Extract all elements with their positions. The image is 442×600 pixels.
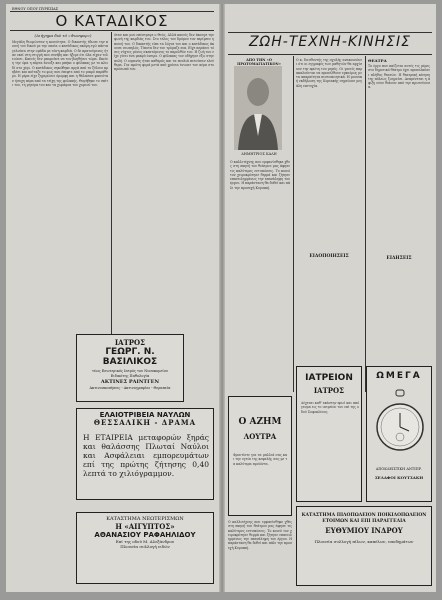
azim-ad-baths: ΛΟΥΤΡΑ — [243, 432, 277, 441]
portrait-image — [234, 66, 282, 150]
transport-ad — [76, 408, 214, 500]
omega-ad — [366, 366, 432, 502]
page-gutter — [219, 4, 225, 592]
pocket-watch-icon — [375, 389, 425, 455]
azim-ad-text: Φροντίστε για τα μαλλιά σας και την υγεία της κεφαλής σας με τα καλύτερα προϊόντα. — [233, 453, 287, 466]
aigyptos-ad-address: Επί της οδού Μ. Αλεξάνδρου — [115, 539, 175, 544]
doctor-ad-name: ΓΕΩΡΓ. Ν. ΒΑΣΙΛΙΚΟΣ — [102, 347, 158, 367]
iatreion-ad-heading: ΙΑΤΡΕΙΟΝ — [305, 373, 353, 383]
doctor-ad — [76, 334, 184, 402]
doctor-ad-line6: Ακτινοσκοπήσεις - Ακτινογραφίαι - Θεραπεία — [89, 386, 171, 390]
aigyptos-ad — [76, 512, 214, 584]
story-subtitle: (Διήγημα διά τό «Φωσφορ») — [34, 33, 92, 38]
transport-ad-text: Η ΕΤΑΙΡΕΙΑ μεταφορών ξηράς και θαλάσσης Πλωταί Ναύλοι και Ασφάλειαι εμπορευμάτων επί της πρώτης ζήτησης 0,40 λεπτά το χιλιόγραμμον. — [83, 433, 209, 478]
aigyptos-ad-text: Πλουσία συλλογή ειδών — [120, 544, 170, 549]
transport-ad-heading: ΕΛΑΙΟΤΡΙΒΕΙΑ ΝΑΥΛΩΝ — [99, 411, 191, 419]
doctor-ad-line3: τέως Εσωτερικός Ιατρός του Νοσοκομείου — [92, 369, 168, 373]
news-heading: ΕΙΔΗΣΕΙΣ — [386, 256, 412, 261]
right-column-1: Ο καλλιτέχνης που εμφανίσθηκε χθες στη σκηνή του θεάτρου μας άφησε τις καλύτερες εντυπώσεις. Το κοινό τον χειροκρότησε θερμά και ζήτησε επανειλημμένως την επανάληψη του έργου. Η παράσταση θα δοθεί και πάλι την προσεχή Κυριακή. — [230, 160, 290, 190]
hat-shop-ad-subheading: ΕΤΟΙΜΩΝ ΚΑΙ ΕΠΙ ΠΑΡΑΓΓΕΛΙΑ — [322, 519, 406, 524]
right-filler-text: Ο καλλιτέχνης που εμφανίσθηκε χθες στη σκηνή του θεάτρου μας άφησε τις καλύτερες εντυπώσεις. Το κοινό τον χειροκρότησε θερμά και ζήτησε επανειλημμένως την επανάληψη του έργου. Η παράσταση θα δοθεί και πάλι την προσεχή Κυριακή. — [228, 520, 292, 550]
aigyptos-ad-heading: ΚΑΤΑΣΤΗΜΑ ΝΕΩΤΕΡΙΣΜΩΝ — [106, 516, 184, 522]
iatreion-ad — [296, 366, 362, 502]
aigyptos-ad-owner: ΑΘΑΝΑΣΙΟΥ ΡΑΦΑΗΛΙΔΟΥ — [94, 531, 196, 539]
hat-shop-ad-text: Πλουσία συλλογή πίλων, καπέλων, υποδημάτων — [314, 539, 414, 544]
newspaper-page — [6, 4, 436, 592]
right-column-3: Το έργο που παίζεται αυτές τις μέρες στο δημοτικό θέατρο έχει προσελκύσει πλήθος θεατών. Η θεατρική κίνηση της πόλεως ζωηρεύει. Αναμένεται η άφιξη νέου θιάσου από την πρωτεύουσα. — [368, 64, 430, 90]
iatreion-ad-text: Δέχεται καθ' εκάστην πρωί και απόγευμα εις το ιατρείον του επί της οδού Σοφοκλέους. — [301, 401, 359, 414]
right-column-2: Ο κ. διευθυντής της σχολής ανακοινώνει ότι οι εγγραφές των μαθητών θα αρχίσουν την πρώτη του μηνός. Οι γονείς παρακαλούνται να προσέλθουν εγκαίρως με τα απαραίτητα πιστοποιητικά. Η μουσική εκδήλωση της Κυριακής σημείωσε μεγάλη επιτυχία. — [296, 58, 362, 88]
omega-ad-dealer: ΣΕΛΑΦΟΙ ΚΟΥΤΣΑΚΗ — [374, 475, 424, 480]
hat-shop-ad-heading: ΚΑΤΑΣΤΗΜΑ ΠΙΛΟΠΩΛΕΙΟΝ ΠΟΙΚΙΛΟΠΩΛΕΙΟΝ — [301, 513, 427, 518]
left-kicker: ΕΘΝΟΥ ΟΠΟΥ ΠΥΡΕΣΙΑΣ — [12, 7, 59, 11]
theatres-heading: ΘΕΑΤΡΑ — [368, 58, 387, 63]
iatreion-ad-doctor: ΙΑΤΡΟΣ — [313, 386, 345, 395]
portrait-photo — [234, 66, 282, 150]
doctor-ad-xray: ΑΚΤΙΝΕΣ ΡΑΙΝΤΓΕΝ — [100, 379, 160, 385]
hat-shop-ad-owner: ΕΥΘΥΜΙΟΥ ΙΝΔΡΟΥ — [325, 526, 403, 535]
aigyptos-ad-name: Η «ΑΙΓΥΠΤΟΣ» — [115, 522, 175, 531]
hat-shop-ad — [296, 506, 432, 586]
doctor-ad-line4: Ειδικότης Παθολογία — [110, 374, 150, 378]
left-title: Ο ΚΑΤΑΔΙΚΟΣ — [55, 12, 169, 30]
transport-ad-subheading: ΘΕΣΣΑΛΙΚΗ - ΔΡΑΜΑ — [93, 418, 197, 427]
column-heading: ΑΠΟ ΤΗΝ «Ο ΠΡΩΤΟΜΑΓΙΑΤΙΚΟΝ» — [237, 58, 281, 66]
right-title: ΖΩΗ-ΤΕΧΝΗ-ΚΙΝΗΣΙΣ — [248, 34, 412, 50]
story-column-2: όταν και μου επέστρεψε ο Θεός. Αλλά κανείς δεν άκουγε την φωνή της καρδιάς του. Στο τέλος του δρόμου τον περίμενε η ποινή του. Ο δικαστής είπε τα λόγια του και ο κατάδικος άκουσε σιωπηλός. Τίποτα δεν τον τρόμαζε πια. Είχε περάσει τόσες νύχτες μόνος σκεπτόμενος το παρελθόν του. Η ζωή του είχε γίνει ένα μακρύ όνειρο. Ο φύλακας τον οδήγησε έξω στην αυλή. Ο ουρανός ήταν καθαρός και τα πουλιά πετούσαν ελεύθερα. Για πρώτη φορά μετά από χρόνια ένιωσε τον αέρα στο πρόσωπό του. — [114, 33, 214, 72]
doctor-ad-heading: ΙΑΤΡΟΣ — [114, 338, 146, 347]
story-column-1: Μεγάλη θεωρώνταν η κοινότητα. Ο δικαστής έδωσε την ποινή του δικού με την οποία ο κατάδικος ακόμη εγώ πάντα γελούσα στην ομάδα με τόση καρδιά. Ο δε κρατούμενος ήταν εκεί στη στιγμή που συνέβη και ήξερε ότι όλα είχαν τελειώσει. Κανείς δεν μπορούσε να τον βοηθήσει τώρα. Εκείνη την ώρα η πόρτα άνοιξε και μπήκε ο φύλακας με το κλειδί στο χέρι. Ο κατάδικος σηκώθηκε αργά από το ξύλινο κρεβάτι και κοίταξε το φως που έπεφτε από το μικρό παράθυρο. Η μέρα είχε ξημερώσει όμορφη και η θάλασσα φαινόταν ήσυχη πέρα από τα τείχη της φυλακής. Θυμήθηκε το σπίτι του, τη μητέρα του και τα χωράφια του χωριού του. — [12, 40, 108, 87]
azim-ad — [228, 396, 292, 516]
omega-ad-brand: ΩΜΕΓΑ — [376, 371, 422, 381]
portrait-caption: ΔΗΜΗΤΡΙΟΣ ΚΑΛΗ — [241, 152, 277, 156]
azim-ad-name: Ο ΑΖΗΜ — [238, 417, 282, 427]
notices-heading: ΕΙΔΟΠΟΙΗΣΕΙΣ — [309, 254, 349, 259]
omega-ad-agent: ΑΠΟΚΛΕΙΣΤΙΚΗ ΑΝΤΙΠΡ. — [375, 467, 423, 471]
